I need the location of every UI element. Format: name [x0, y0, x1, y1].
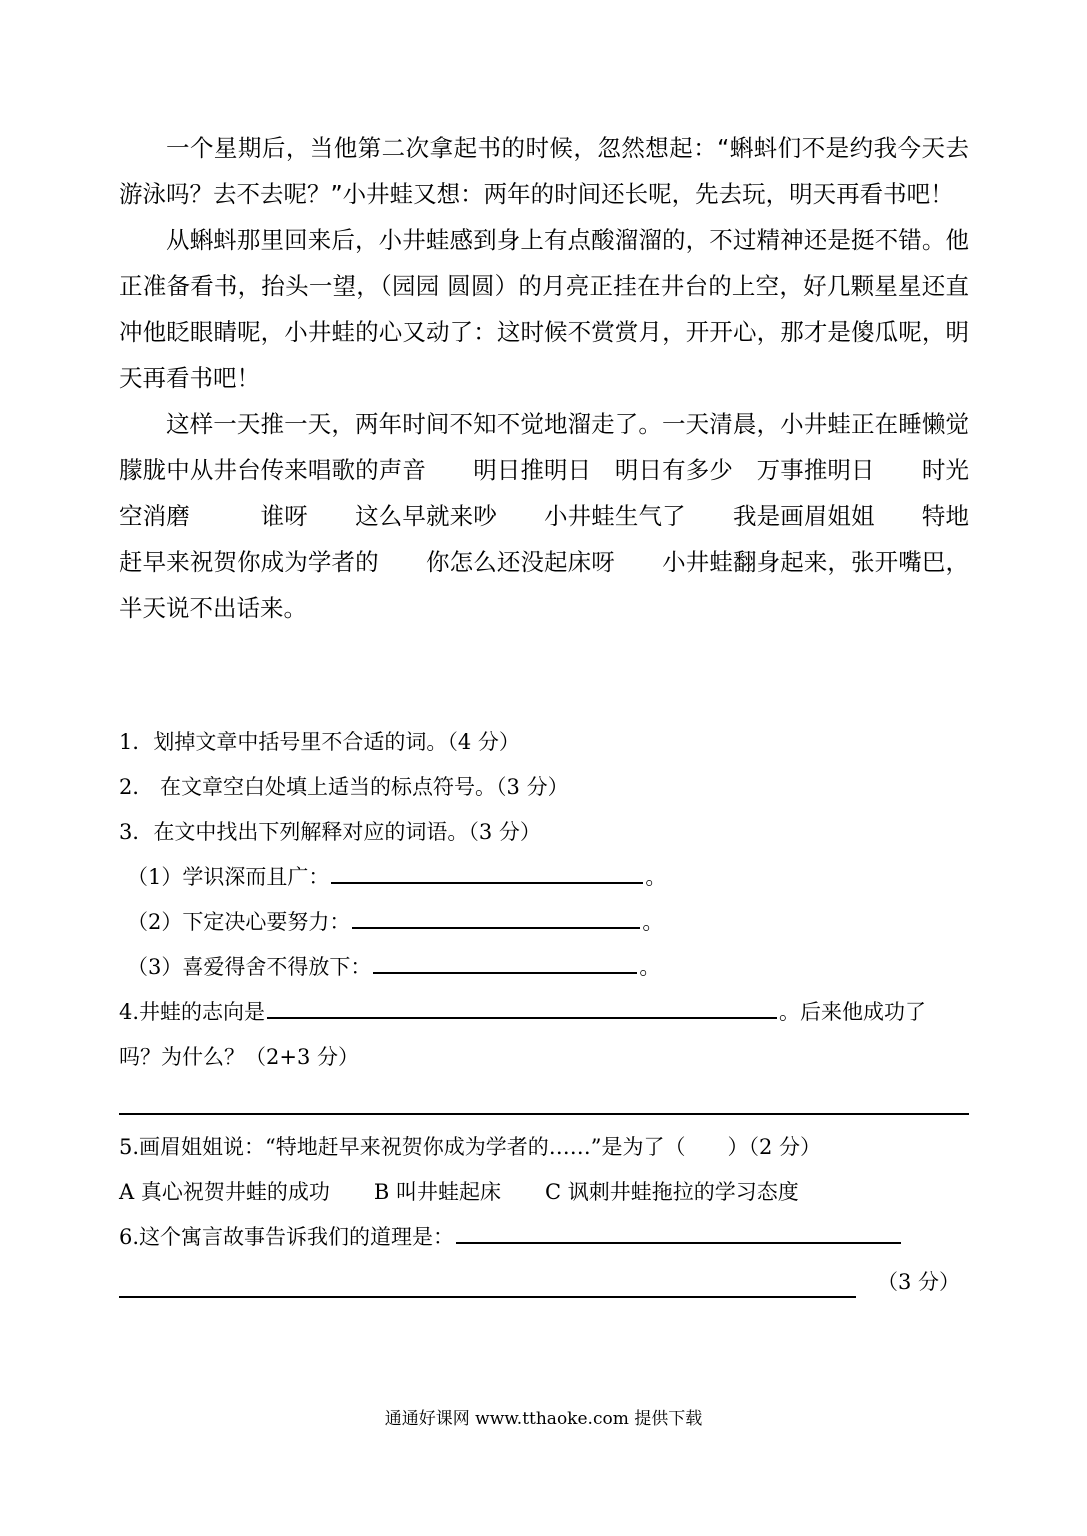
footer-credit: 通通好课网 www.tthaoke.com 提供下载	[384, 1409, 703, 1429]
question-4-continue: 。后来他成功了	[779, 1000, 927, 1024]
end-mark: 。	[639, 955, 661, 979]
end-mark: 。	[642, 910, 664, 934]
question-3-3-label: （3）喜爱得舍不得放下：	[127, 955, 372, 979]
question-6-answer-row	[119, 1260, 969, 1305]
question-3: 3．在文中找出下列解释对应的词语。（3 分）	[119, 820, 541, 844]
question-6	[119, 1215, 969, 1260]
question-3-1	[119, 855, 969, 900]
question-3-3	[119, 945, 969, 990]
answer-blank-3-1[interactable]	[331, 858, 643, 884]
question-6-score: （3 分）	[877, 1270, 961, 1294]
answer-blank-3-3[interactable]	[373, 948, 637, 974]
option-b[interactable]: B 叫井蛙起床	[373, 1180, 501, 1204]
question-4	[119, 990, 969, 1035]
reading-passage	[119, 125, 1016, 631]
answer-blank-3-2[interactable]	[352, 903, 640, 929]
answer-line-4[interactable]	[119, 1113, 969, 1115]
question-6-label: 6.这个寓言故事告诉我们的道理是：	[119, 1225, 455, 1249]
question-1: 1．划掉文章中括号里不合适的词。（4 分）	[119, 730, 520, 754]
passage-paragraph-1: 一个星期后，当他第二次拿起书的时候，忽然想起：“蝌蚪们不是约我今天去游泳吗？去不去呢？”小井蛙又想：两年的时间还长呢，先去玩，明天再看书吧！	[119, 134, 969, 208]
question-3-1-label: （1）学识深而且广：	[127, 865, 330, 889]
question-section	[119, 720, 969, 1305]
question-2: 2． 在文章空白处填上适当的标点符号。（3 分）	[119, 775, 569, 799]
question-4-label: 4.井蛙的志向是	[119, 1000, 266, 1024]
question-3-2-label: （2）下定决心要努力：	[127, 910, 351, 934]
question-4-followup: 吗？为什么？（2+3 分）	[119, 1045, 359, 1069]
question-4-answer-row	[119, 1080, 969, 1125]
option-c[interactable]: C 讽刺井蛙拖拉的学习态度	[544, 1180, 799, 1204]
end-mark: 。	[645, 865, 667, 889]
question-3-2	[119, 900, 969, 945]
answer-line-6[interactable]	[119, 1296, 856, 1298]
answer-blank-4[interactable]	[267, 993, 777, 1019]
option-a[interactable]: A 真心祝贺井蛙的成功	[119, 1180, 330, 1204]
question-5: 5.画眉姐姐说：“特地赶早来祝贺你成为学者的……”是为了（ ）（2 分）	[119, 1135, 822, 1159]
passage-paragraph-3: 这样一天推一天，两年时间不知不觉地溜走了。一天清晨，小井蛙正在睡懒觉 朦胧中从井台传来唱歌的声音 明日推明日 明日有多少 万事推明日 时光空消磨 谁呀 这么早就来吵 小井蛙生气了 我是画眉姐姐 特地赶早来祝贺你成为学者的 你怎么还没起床呀 小井蛙翻身起来，张开嘴巴，半天说不出话来。	[119, 410, 1016, 622]
answer-blank-6[interactable]	[456, 1218, 901, 1244]
passage-paragraph-2: 从蝌蚪那里回来后，小井蛙感到身上有点酸溜溜的，不过精神还是挺不错。他正准备看书，抬头一望，（园园 圆圆）的月亮正挂在井台的上空，好几颗星星还直冲他眨眼睛呢，小井蛙的心又动了：这时候不赏赏月，开开心，那才是傻瓜呢，明天再看书吧！	[119, 226, 969, 392]
question-5-options	[119, 1170, 969, 1215]
